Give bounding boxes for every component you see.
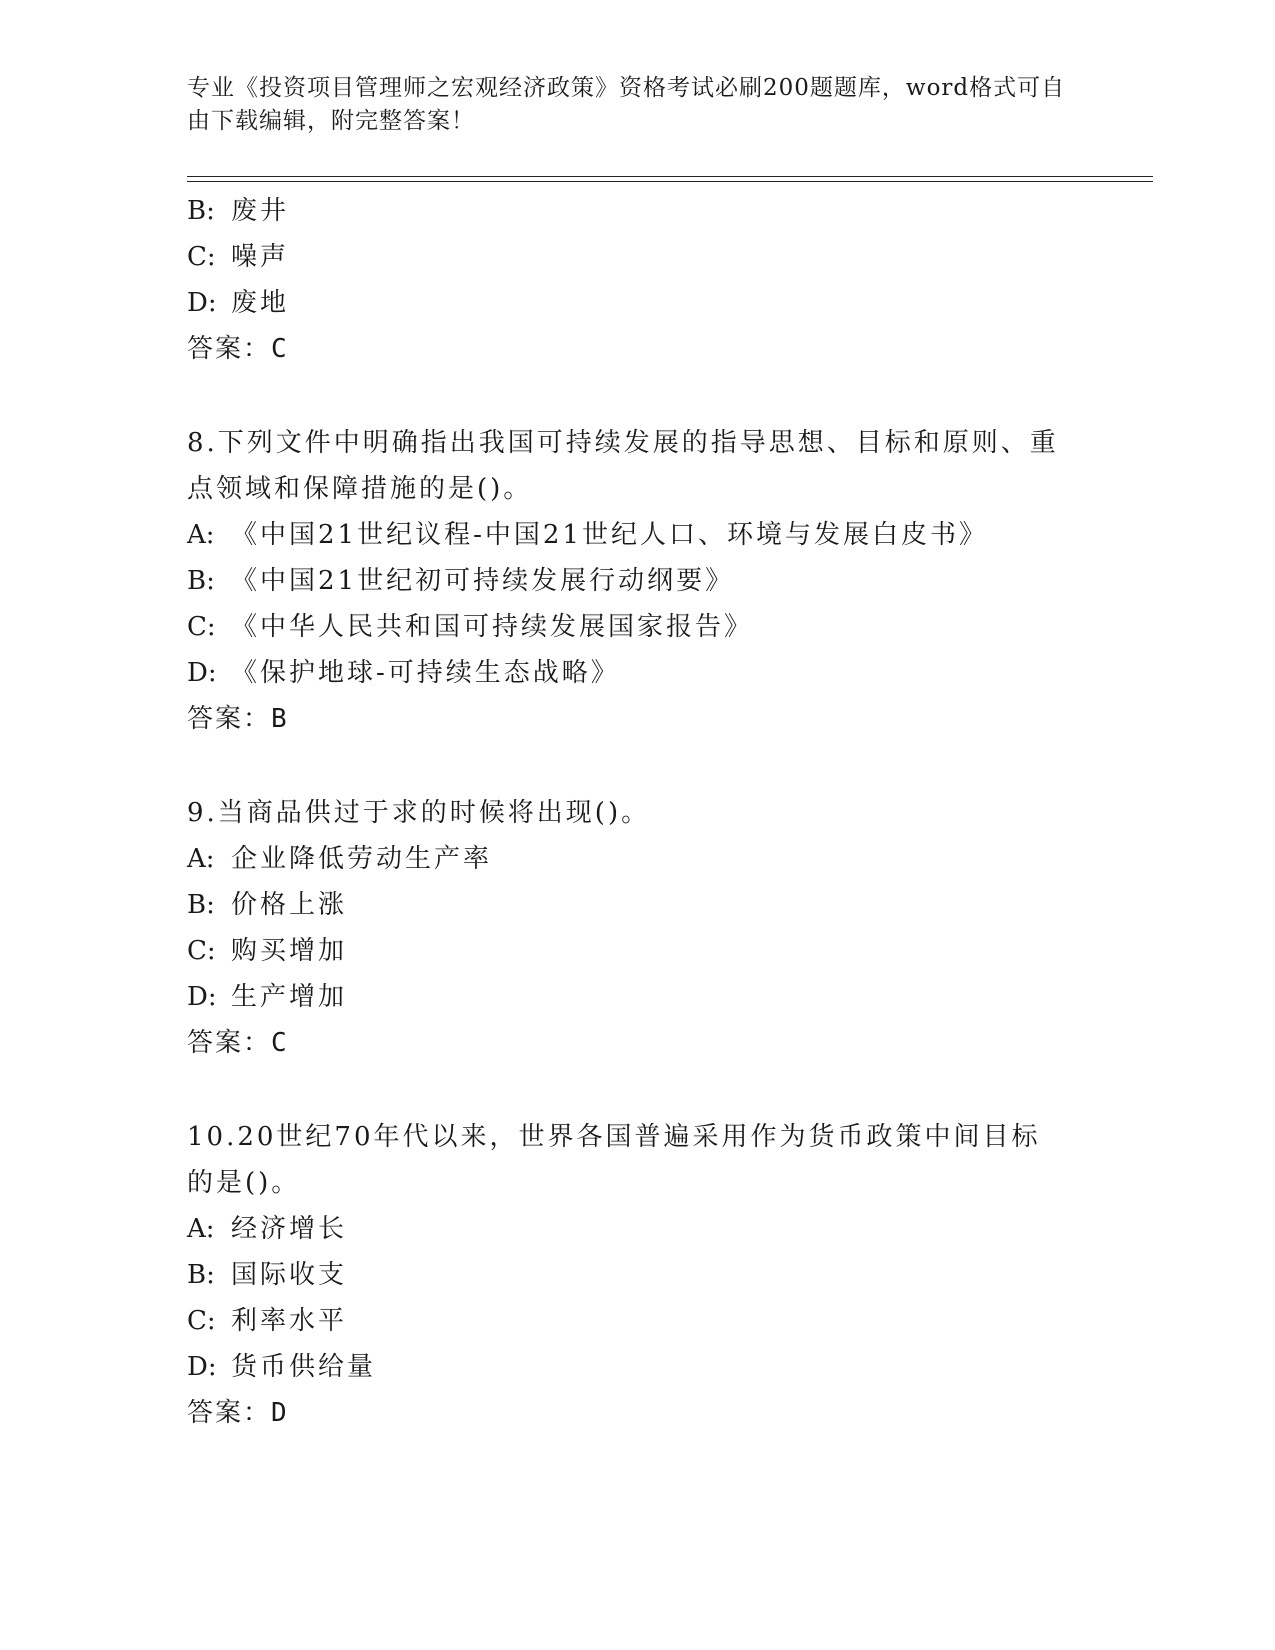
option-label: D:	[187, 658, 217, 688]
option-text: 《中国21世纪议程-中国21世纪人口、环境与发展白皮书》	[231, 520, 988, 550]
answer-value: C	[271, 1028, 289, 1058]
question-8	[187, 420, 1087, 742]
option-text: 企业降低劳动生产率	[231, 844, 493, 874]
header-divider	[187, 176, 1153, 182]
option-text: 价格上涨	[231, 890, 348, 920]
option-text: 货币供给量	[231, 1352, 377, 1382]
answer-label: 答案：	[187, 1398, 272, 1428]
option-text: 购买增加	[231, 936, 348, 966]
option-b	[187, 188, 1087, 234]
option-label: D:	[187, 982, 217, 1012]
document-body	[187, 188, 1087, 1436]
option-text: 《保护地球-可持续生态战略》	[231, 658, 620, 688]
option-d	[187, 1344, 1087, 1390]
question-continued	[187, 188, 1087, 372]
option-c	[187, 1298, 1087, 1344]
option-label: A:	[187, 1214, 215, 1244]
option-text: 《中国21世纪初可持续发展行动纲要》	[231, 566, 735, 596]
option-text: 《中华人民共和国可持续发展国家报告》	[231, 612, 754, 642]
option-a	[187, 1206, 1087, 1252]
answer-label: 答案：	[187, 334, 272, 364]
answer-label: 答案：	[187, 704, 272, 734]
option-label: C:	[187, 936, 216, 966]
answer-label: 答案：	[187, 1028, 272, 1058]
option-label: C:	[187, 1306, 216, 1336]
option-text: 经济增长	[231, 1214, 348, 1244]
page-header: 专业《投资项目管理师之宏观经济政策》资格考试必刷200题题库，word格式可自由下载编辑，附完整答案！	[187, 75, 1066, 134]
option-d	[187, 974, 1087, 1020]
option-c	[187, 604, 1087, 650]
option-label: A:	[187, 520, 215, 550]
answer-line	[187, 326, 1087, 372]
option-label: D:	[187, 288, 217, 318]
option-label: B:	[187, 1260, 215, 1290]
option-label: C:	[187, 612, 216, 642]
question-stem: 8.下列文件中明确指出我国可持续发展的指导思想、目标和原则、重点领域和保障措施的是()。	[187, 428, 1059, 504]
option-label: C:	[187, 242, 216, 272]
option-label: B:	[187, 566, 215, 596]
option-label: A:	[187, 844, 215, 874]
option-text: 国际收支	[231, 1260, 348, 1290]
option-d	[187, 280, 1087, 326]
option-label: B:	[187, 890, 215, 920]
option-a	[187, 512, 1087, 558]
option-text: 废井	[231, 196, 290, 226]
answer-value: D	[271, 1398, 289, 1428]
option-text: 生产增加	[231, 982, 348, 1012]
option-c	[187, 234, 1087, 280]
answer-line	[187, 1020, 1087, 1066]
question-9	[187, 790, 1087, 1066]
question-10	[187, 1114, 1087, 1436]
option-label: B:	[187, 196, 215, 226]
answer-line	[187, 696, 1087, 742]
answer-value: B	[271, 704, 289, 734]
question-stem: 10.20世纪70年代以来，世界各国普遍采用作为货币政策中间目标的是()。	[187, 1122, 1041, 1198]
question-stem: 9.当商品供过于求的时候将出现()。	[187, 798, 651, 828]
option-text: 利率水平	[231, 1306, 348, 1336]
option-b	[187, 1252, 1087, 1298]
option-a	[187, 836, 1087, 882]
option-text: 噪声	[231, 242, 290, 272]
option-text: 废地	[231, 288, 290, 318]
option-b	[187, 882, 1087, 928]
answer-value: C	[271, 334, 289, 364]
option-d	[187, 650, 1087, 696]
option-label: D:	[187, 1352, 217, 1382]
option-b	[187, 558, 1087, 604]
option-c	[187, 928, 1087, 974]
answer-line	[187, 1390, 1087, 1436]
